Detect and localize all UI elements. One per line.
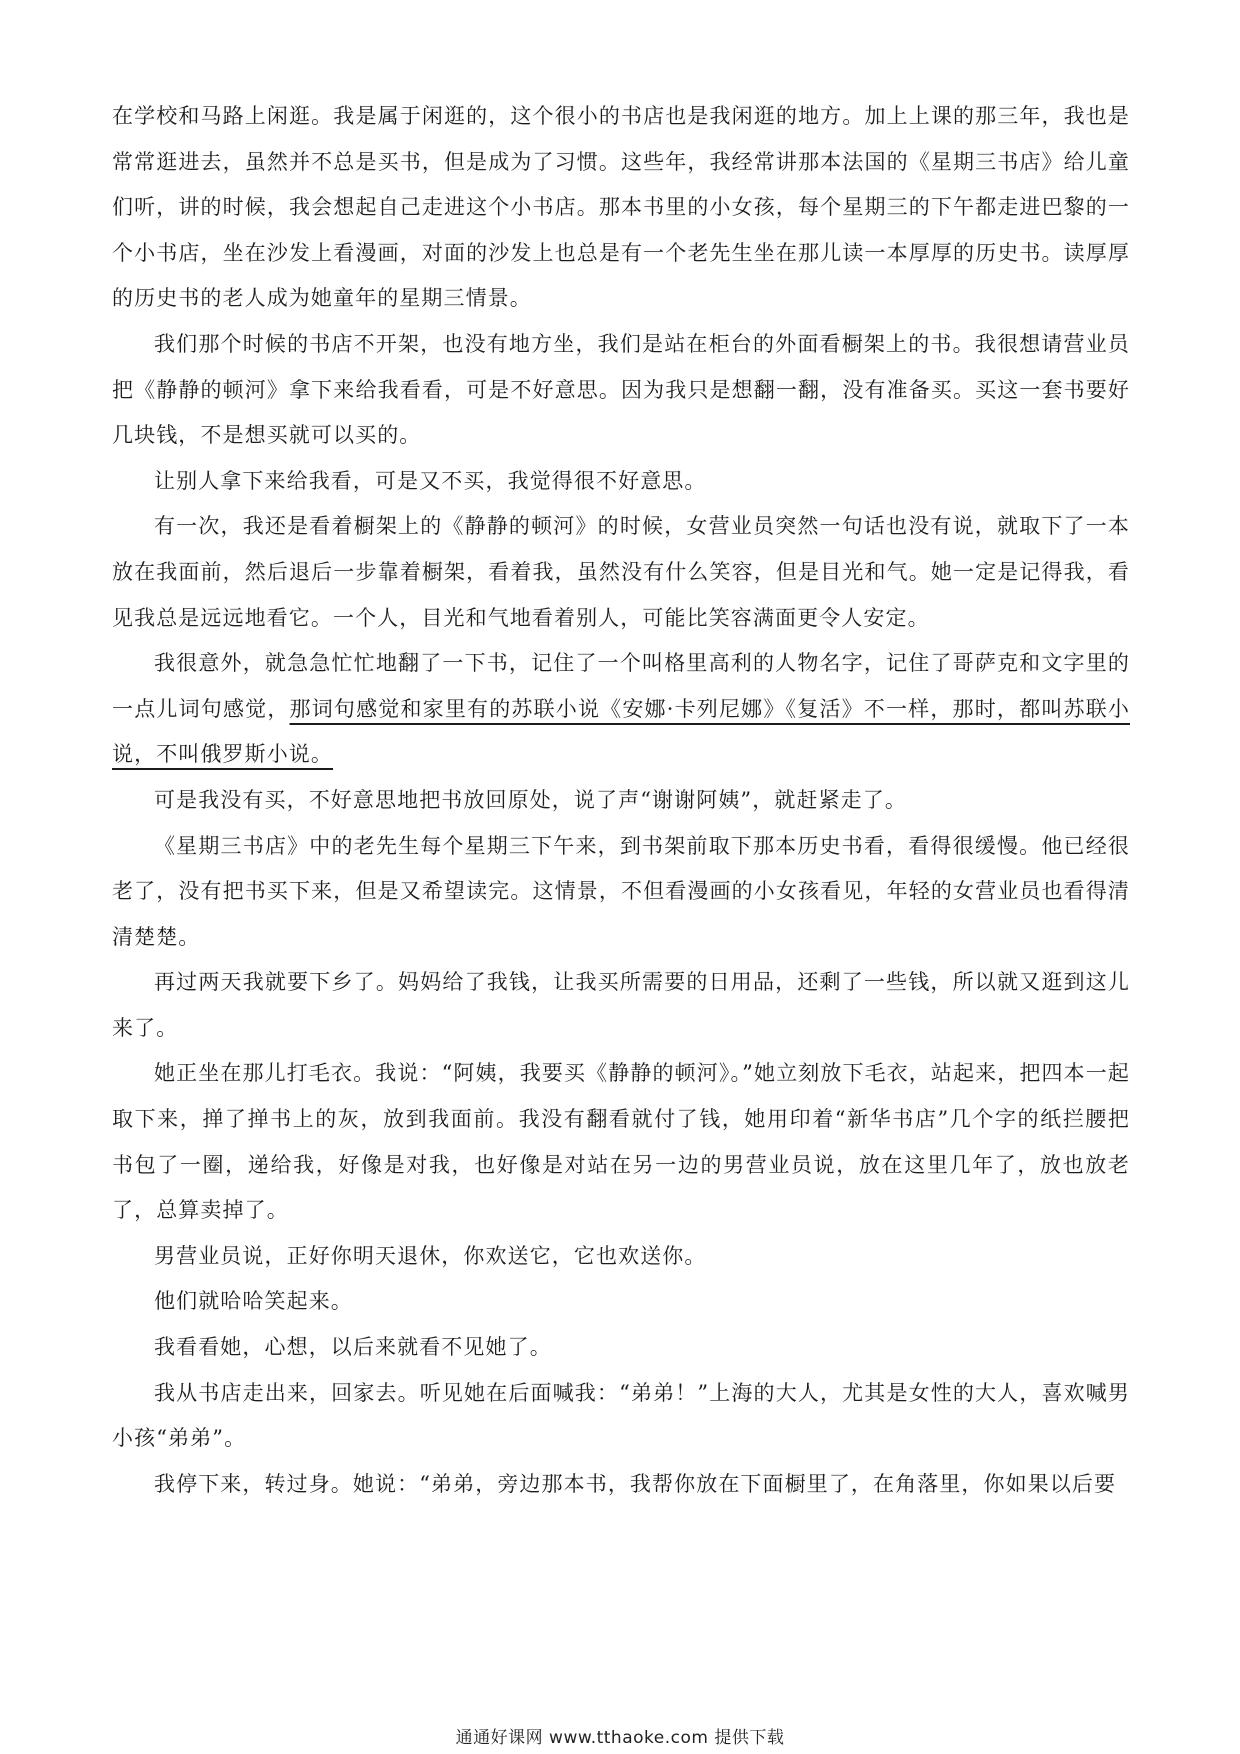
paragraph-5-text: 我很意外，就急急忙忙地翻了一下书，记住了一个叫格里高利的人物名字，记住了哥萨克和文字里的一点儿词句感觉， — [112, 651, 1130, 721]
paragraph-1: 在学校和马路上闲逛。我是属于闲逛的，这个很小的书店也是我闲逛的地方。加上上课的那三年，我也是常常逛进去，虽然并不总是买书，但是成为了习惯。这些年，我经常讲那本法国的《星期三书店》给儿童们听，讲的时候，我会想起自己走进这个小书店。那本书里的小女孩，每个星期三的下午都走进巴黎的一个小书店，坐在沙发上看漫画，对面的沙发上也总是有一个老先生坐在那儿读一本厚厚的历史书。读厚厚的历史书的老人成为她童年的星期三情景。 — [112, 104, 1130, 311]
paragraph-9: 她正坐在那儿打毛衣。我说：“阿姨，我要买《静静的顿河》。”她立刻放下毛衣，站起来，把四本一起取下来，掸了掸书上的灰，放到我面前。我没有翻看就付了钱，她用印着“新华书店”几个字的纸拦腰把书包了一圈，递给我，好像是对我，也好像是对站在另一边的男营业员说，放在这里几年了，放也放老了，总算卖掉了。 — [112, 1061, 1130, 1223]
paragraph-5 — [112, 641, 1130, 778]
paragraph-7: 《星期三书店》中的老先生每个星期三下午来，到书架前取下那本历史书看，看得很缓慢。他已经很老了，没有把书买下来，但是又希望读完。这情景，不但看漫画的小女孩看见，年轻的女营业员也看得清清楚楚。 — [112, 833, 1130, 949]
paragraph-13: 我从书店走出来，回家去。听见她在后面喊我：“弟弟！”上海的大人，尤其是女性的大人，喜欢喊男小孩“弟弟”。 — [112, 1380, 1130, 1451]
article-body — [112, 94, 1130, 1507]
paragraph-8: 再过两天我就要下乡了。妈妈给了我钱，让我买所需要的日用品，还剩了一些钱，所以就又逛到这儿来了。 — [112, 970, 1130, 1040]
paragraph-2: 我们那个时候的书店不开架，也没有地方坐，我们是站在柜台的外面看橱架上的书。我很想请营业员把《静静的顿河》拿下来给我看看，可是不好意思。因为我只是想翻一翻，没有准备买。买这一套书要好几块钱，不是想买就可以买的。 — [112, 331, 1130, 448]
paragraph-4: 有一次，我还是看着橱架上的《静静的顿河》的时候，女营业员突然一句话也没有说，就取下了一本放在我面前，然后退后一步靠着橱架，看着我，虽然没有什么笑容，但是目光和气。她一定是记得我，看见我总是远远地看它。一个人，目光和气地看着别人，可能比笑容满面更令人安定。 — [112, 514, 1130, 630]
paragraph-10: 男营业员说，正好你明天退休，你欢送它，它也欢送你。 — [154, 1243, 707, 1268]
paragraph-11: 他们就哈哈笑起来。 — [154, 1289, 353, 1314]
paragraph-14: 我停下来，转过身。她说：“弟弟，旁边那本书，我帮你放在下面橱里了，在角落里，你如果以后要 — [154, 1471, 1117, 1496]
page-footer: 通通好课网 www.tthaoke.com 提供下载 — [455, 1728, 785, 1748]
paragraph-6: 可是我没有买，不好意思地把书放回原处，说了声“谢谢阿姨”，就赶紧走了。 — [154, 787, 907, 812]
underlined-sentence: 那词句感觉和家里有的苏联小说《安娜·卡列尼娜》《复活》不一样，那时，都叫苏联小说，不叫俄罗斯小说。 — [112, 696, 1130, 767]
paragraph-12: 我看看她，心想，以后来就看不见她了。 — [154, 1335, 552, 1360]
paragraph-3: 让别人拿下来给我看，可是又不买，我觉得很不好意思。 — [154, 468, 707, 493]
